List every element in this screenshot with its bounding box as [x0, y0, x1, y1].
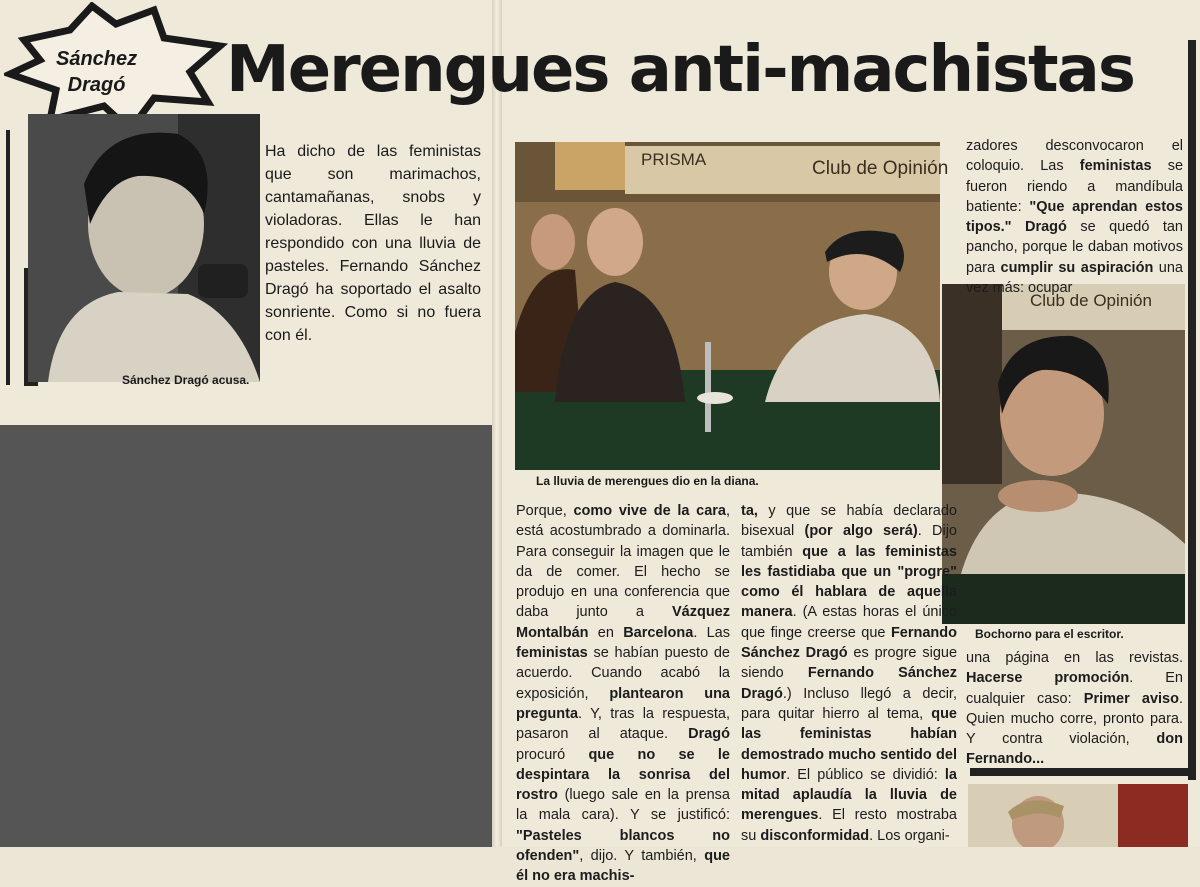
blank-gray-block — [0, 425, 492, 847]
author-badge-line1: Sánchez — [56, 48, 138, 70]
headline: Merengues anti-machistas — [226, 33, 1134, 107]
right-border — [1188, 40, 1196, 780]
author-badge — [56, 46, 137, 98]
sign-club-de-opinion: Club de Opinión — [812, 158, 949, 179]
column-2-text: ta, y que se había declarado bisexual (por algo será). Dijo también que a las feministas les fastidiaba que un "progre" como él hablara de aquella manera. (A estas horas el único que finge creerse que Fernando Sánchez Dragó es progre sigue siendo Fernando Sánchez Dragó.) Incluso llegó a decir, para quitar hierro al tema, que las feministas habían demostrado mucho sentido del humor. El público se dividió: la mitad aplaudía la lluvia de merengues. El resto mostraba su disconformidad. Los organi- — [741, 503, 958, 844]
bottom-photo — [968, 784, 1188, 847]
conference-photo — [515, 142, 940, 470]
bottom-rule — [970, 768, 1188, 776]
conference-caption: La lluvia de merengues dio en la diana. — [536, 474, 759, 488]
closeup-photo — [942, 284, 1185, 624]
column-3-top-text: zadores desconvocaron el coloquio. Las feministas se fueron riendo a mandíbula batiente: "Que aprendan estos tipos." Dragó se quedó tan pancho, porque le daban motivos para cumplir su aspiración una vez más: ocupar — [966, 138, 1184, 297]
page-fold — [492, 0, 502, 847]
sign-club-small: Club de Opinión — [1030, 291, 1152, 310]
column-1 — [516, 501, 730, 887]
column-1-text: Porque, como vive de la cara, está acostumbrado a dominarla. Para conseguir la imagen que le da de comer. El hecho se produjo en una conferencia que daba junto a Vázquez Montalbán en Barcelona. Las feministas se habían puesto de acuerdo. Cuando acabó la exposición, plantearon una pregunta. Y, tras la respuesta, pasaron al ataque. Dragó procuró que no se le despintara la sonrisa del rostro (luego sale en la prensa la mala cara). Y se justificó: "Pasteles blancos no ofenden", dijo. Y también, que él no era machis- — [516, 503, 730, 885]
sign-prisma: PRISMA — [641, 150, 707, 169]
author-badge-line2: Dragó — [67, 74, 126, 96]
intro-paragraph — [265, 140, 481, 347]
left-border — [6, 130, 10, 385]
column-3-top — [966, 136, 1183, 298]
intro-text: Ha dicho de las feministas que son marimachos, cantamañanas, snobs y violadoras. Ellas le han respondido con una lluvia de pasteles. Fernando Sánchez Dragó ha soportado el asalto sonriente. Como si no fuera con él. — [265, 143, 481, 344]
column-3-bottom-text: una página en las revistas. Hacerse promoción. En cualquier caso: Primer aviso. Quien mucho corre, pronto para. Y contra violación, don Fernando... — [966, 650, 1183, 768]
column-2 — [741, 501, 957, 846]
closeup-caption: Bochorno para el escritor. — [975, 627, 1124, 641]
portrait-caption: Sánchez Dragó acusa. — [122, 373, 250, 387]
column-3-bottom — [966, 648, 1183, 770]
portrait-photo — [28, 114, 260, 382]
